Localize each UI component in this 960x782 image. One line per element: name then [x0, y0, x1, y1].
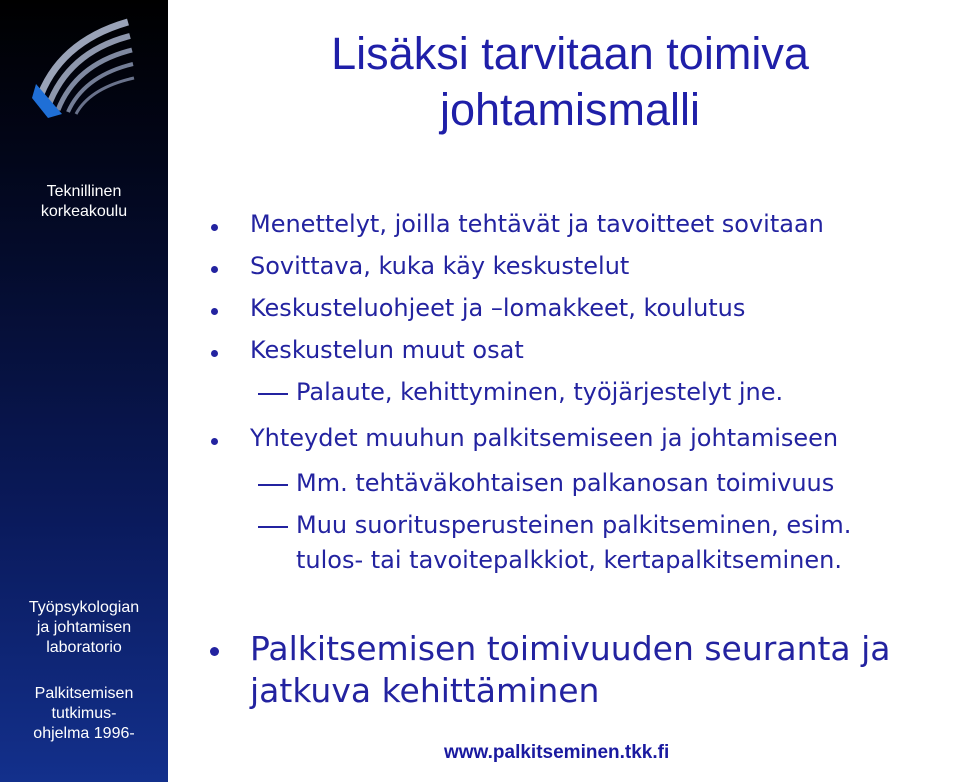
sub-item: Muu suoritusperusteinen palkitseminen, esim.: [296, 511, 852, 539]
bullet-item: Sovittava, kuka käy keskustelut: [250, 252, 630, 280]
bullet-dot: [211, 224, 218, 231]
sidebar-lab: [0, 598, 168, 658]
slide-title: [190, 26, 950, 138]
bullet-item: Menettelyt, joilla tehtävät ja tavoitteet sovitaan: [250, 210, 824, 238]
university-logo-icon: [18, 12, 138, 122]
bullet-item: Yhteydet muuhun palkitsemiseen ja johtamiseen: [250, 424, 839, 452]
sub-dash: [258, 393, 288, 395]
sidebar-lab-line-3: laboratorio: [46, 639, 122, 656]
bullet-dot: [211, 350, 218, 357]
bullet-item: Keskusteluohjeet ja –lomakkeet, koulutus: [250, 294, 746, 322]
sidebar-program: [0, 684, 168, 744]
sub-item: Palaute, kehittyminen, työjärjestelyt jne.: [296, 378, 784, 406]
sidebar-program-line-2: tutkimus-: [51, 705, 117, 722]
bullet-dot: [211, 266, 218, 273]
sub-item-continued: tulos- tai tavoitepalkkiot, kertapalkitseminen.: [296, 546, 842, 574]
footer-url[interactable]: www.palkitseminen.tkk.fi: [444, 742, 670, 763]
sidebar-lab-line-2: ja johtamisen: [36, 619, 132, 636]
bullet-item: Keskustelun muut osat: [250, 336, 524, 364]
sub-dash: [258, 484, 288, 486]
slide-title-line-1: Lisäksi tarvitaan toimiva: [331, 28, 809, 79]
sidebar-lab-line-1: Työpsykologian: [28, 599, 140, 616]
slide-title-line-2: johtamismalli: [439, 84, 701, 135]
sub-item: Mm. tehtäväkohtaisen palkanosan toimivuus: [296, 469, 835, 497]
bullet-item-large-continued: jatkuva kehittäminen: [250, 671, 600, 710]
bullet-item-large: Palkitsemisen toimivuuden seuranta ja: [250, 629, 891, 668]
bullet-dot: [211, 308, 218, 315]
sidebar-program-line-3: ohjelma 1996-: [33, 725, 135, 742]
sidebar-institution: [0, 182, 168, 222]
sub-dash: [258, 526, 288, 528]
sidebar-institution-line-2: korkeakoulu: [40, 203, 128, 220]
sidebar-program-line-1: Palkitsemisen: [34, 685, 134, 702]
sidebar: [0, 0, 168, 782]
bullet-dot: [211, 438, 218, 445]
bullet-dot: [210, 647, 219, 656]
sidebar-institution-line-1: Teknillinen: [46, 183, 122, 200]
